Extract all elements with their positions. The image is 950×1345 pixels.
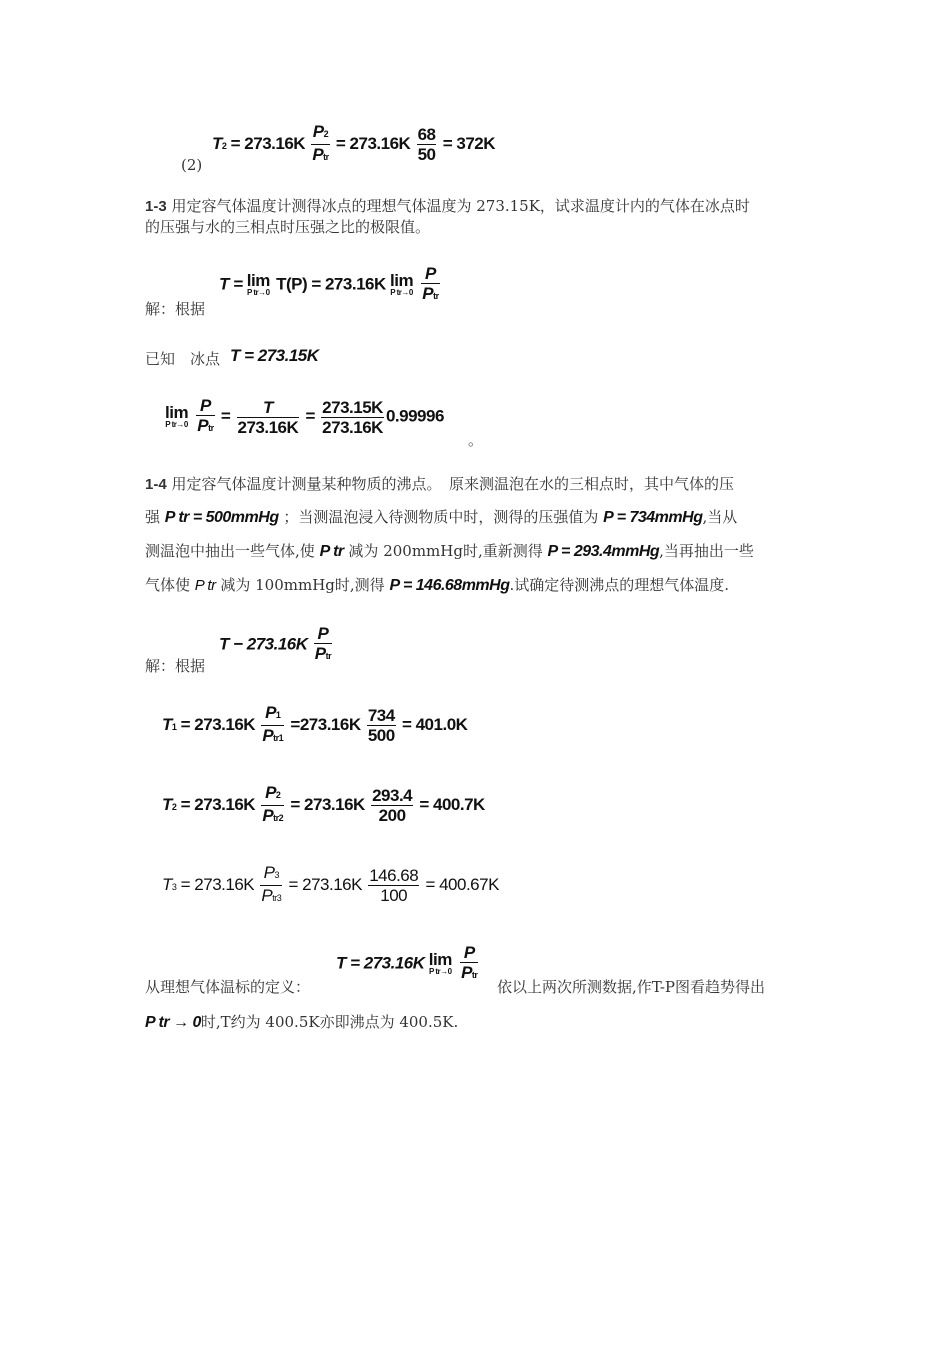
- problem-1-4-line-2: 强 P tr = 500mmHg ；当测温泡浸入待测物质中时，测得的压强值为 P = 734mmHg,当从: [145, 508, 738, 526]
- problem-1-4-line-1: 1-4 用定容气体温度计测量某种物质的沸点。 原来测温泡在水的三相点时，其中气体的压: [145, 475, 734, 493]
- equation-label-2: (2): [181, 156, 203, 174]
- equation-temperature-ratio: T − 273.16K $\frac{P}{\text{Ptr}}$: [219, 624, 332, 663]
- definition-after-text: 依以上两次所测数据,作T-P图看趋势得出: [497, 978, 766, 996]
- equation-T2-second: T2 = 273.16K $\frac{P2}{\text{Ptr2}}$ = 273.16K $\frac{293.4}{200}$ = 400.7K: [162, 783, 485, 825]
- definition-label: 从理想气体温标的定义：: [145, 978, 311, 996]
- equation-ratio-limit: lim P tr→0 $\frac{P}{\text{Ptr}}$ = $\frac{T}{273.16K}$ = $\frac{273.15K}{273.16K}$ 0.99996: [165, 396, 444, 437]
- final-conclusion-line: P tr → 0时,T约为 400.5K亦即沸点为 400.5K.: [145, 1013, 459, 1031]
- problem-1-3-line-2: 的压强与水的三相点时压强之比的极限值。: [145, 218, 431, 236]
- problem-1-4-line-3: 测温泡中抽出一些气体,使 P tr 减为 200mmHg时,重新测得 P = 293.4mmHg,当再抽出一些: [145, 542, 754, 560]
- equation-ice-point: T = 273.15K: [230, 346, 319, 365]
- equation-ideal-gas-scale: T = 273.16K lim P tr→0 $\frac{P}{\text{Ptr}}$: [336, 943, 478, 982]
- equation-T3: T3 = 273.16K $\frac{P3}{\text{Ptr3}}$ = 273.16K $\frac{146.68}{100}$ = 400.67K: [162, 863, 499, 905]
- problem-1-3-line-1: 1-3 用定容气体温度计测得冰点的理想气体温度为 273.15K，试求温度计内的气体在冰点时: [145, 197, 750, 215]
- ratio-end-mark: 。: [468, 431, 484, 449]
- equation-T2: T2 = 273.16K $\frac{P2}{\text{Ptr}}$ = 273.16K $\frac{68}{50}$ = 372K: [212, 122, 496, 164]
- known-ice-point-label: 已知 冰点: [145, 350, 221, 368]
- solution-1-3-label: 解：根据: [145, 300, 206, 318]
- solution-1-4-label: 解：根据: [145, 657, 206, 675]
- equation-T1: T1 = 273.16K $\frac{P1}{\text{Ptr1}}$ =273.16K $\frac{734}{500}$ = 401.0K: [162, 703, 468, 745]
- problem-1-4-line-4: 气体使 P tr 减为 100mmHg时,测得 P = 146.68mmHg.试确定待测沸点的理想气体温度.: [145, 576, 730, 594]
- equation-limit-definition: T = lim P tr→0 T(P) = 273.16K lim P tr→0 $\frac{P}{\text{Ptr}}$: [219, 264, 439, 303]
